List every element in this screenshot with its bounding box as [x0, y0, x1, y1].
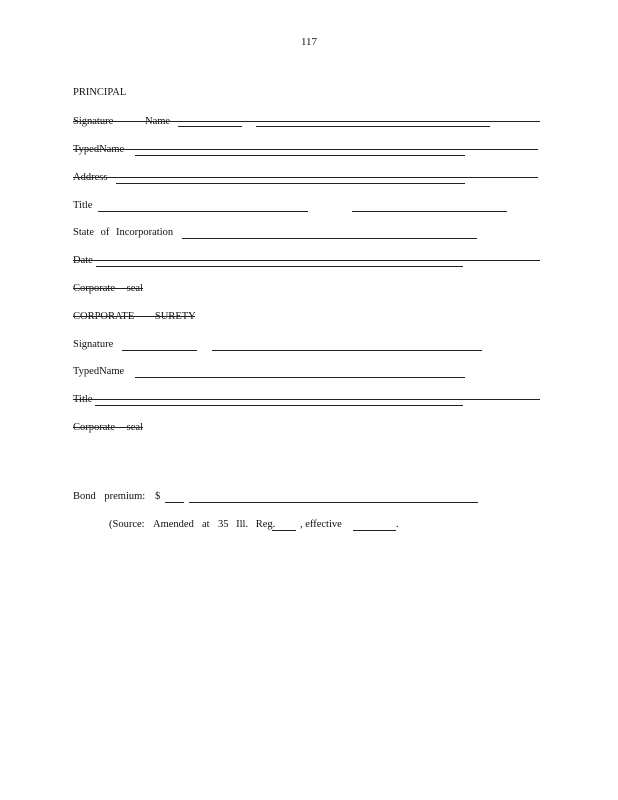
source-amended: Amended — [153, 519, 194, 530]
principal-typed-name-line[interactable] — [135, 155, 465, 156]
principal-title-line-2[interactable] — [352, 211, 507, 212]
bond-premium-amount-line[interactable] — [165, 502, 184, 503]
source-open: (Source: — [109, 519, 145, 530]
principal-typed-name-label: TypedName — [73, 144, 125, 155]
principal-signature-label: Signature — [73, 116, 114, 127]
surety-seal-strikethrough — [73, 427, 143, 428]
principal-date-label: Date — [73, 255, 93, 266]
dollar-sign: $ — [155, 491, 161, 502]
principal-address-strikethrough — [73, 177, 538, 178]
bond-premium-line[interactable] — [189, 502, 478, 503]
principal-corporate-seal-label: Corporate seal — [73, 283, 143, 294]
surety-title-label: Title — [73, 394, 93, 405]
principal-address-label: Address — [73, 172, 108, 183]
surety-typed-name-label: TypedName — [73, 366, 125, 377]
surety-heading: CORPORATE SURETY — [73, 311, 196, 322]
source-effective-line[interactable] — [353, 530, 396, 531]
principal-state-label: State of Incorporation — [73, 227, 174, 238]
principal-heading: PRINCIPAL — [73, 87, 127, 98]
source-at: at — [202, 519, 210, 530]
source-effective: , effective — [300, 519, 342, 530]
principal-state-line[interactable] — [182, 238, 477, 239]
page-number: 117 — [300, 36, 318, 48]
source-reg-line[interactable] — [272, 530, 296, 531]
principal-address-line[interactable] — [116, 183, 465, 184]
principal-seal-strikethrough — [73, 288, 143, 289]
surety-corporate-seal-label: Corporate seal — [73, 422, 143, 433]
principal-title-label: Title — [73, 200, 93, 211]
principal-typed-name-strikethrough — [73, 149, 538, 150]
principal-signature-line[interactable] — [178, 126, 242, 127]
surety-title-strikethrough — [73, 399, 540, 400]
bond-premium-label: Bond premium: — [73, 491, 146, 502]
source-reg: 35 Ill. Reg. — [218, 519, 276, 530]
surety-heading-strikethrough — [73, 316, 195, 317]
principal-signature-strikethrough — [73, 121, 540, 122]
principal-date-strikethrough — [73, 260, 540, 261]
source-close: . — [396, 519, 399, 530]
principal-date-line[interactable] — [96, 266, 463, 267]
surety-signature-line-2[interactable] — [212, 350, 482, 351]
principal-name-label: Name — [145, 116, 171, 127]
surety-typed-name-line[interactable] — [135, 377, 465, 378]
surety-signature-label: Signature — [73, 339, 114, 350]
surety-title-line[interactable] — [95, 405, 463, 406]
principal-title-line[interactable] — [98, 211, 308, 212]
surety-signature-line[interactable] — [122, 350, 197, 351]
principal-name-line[interactable] — [256, 126, 490, 127]
